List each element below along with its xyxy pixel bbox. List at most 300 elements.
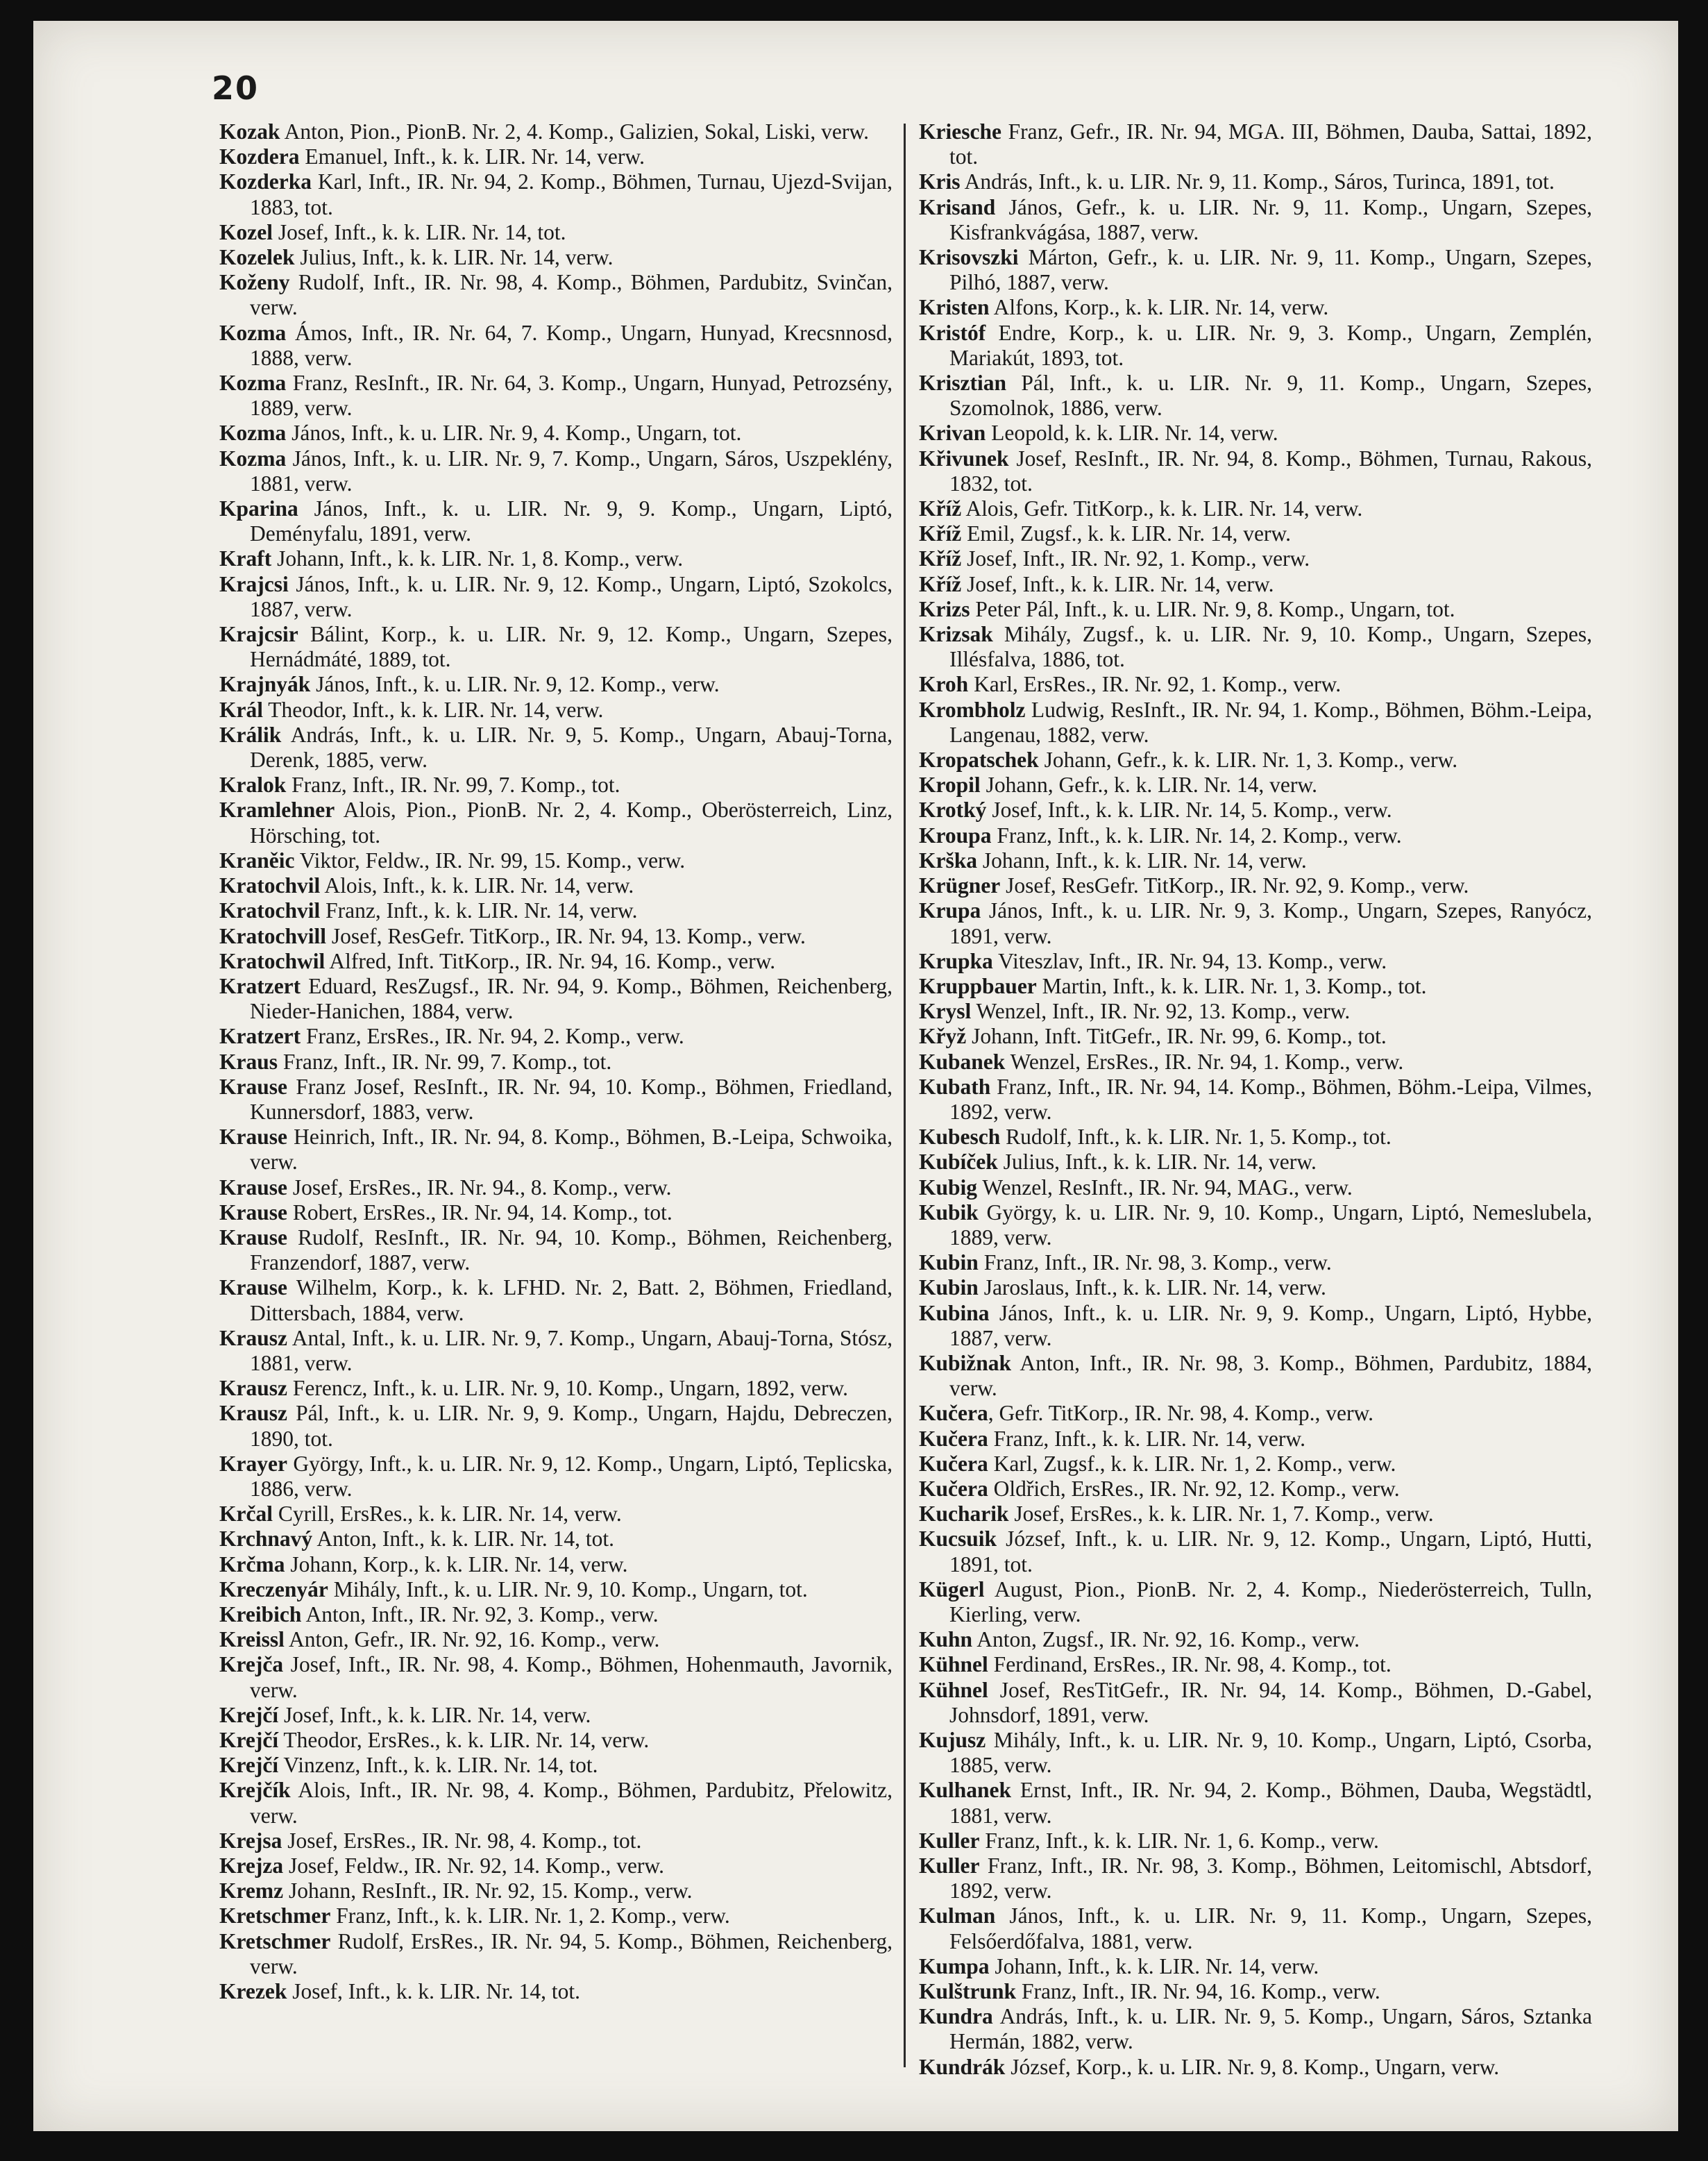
entry-details: Wenzel, ErsRes., IR. Nr. 94, 1. Komp., verw. [1005, 1049, 1404, 1074]
register-entry [919, 698, 1592, 748]
entry-surname: Kubik [919, 1200, 979, 1225]
entry-surname: Krause [219, 1275, 287, 1300]
register-entry [219, 898, 893, 923]
register-entry [919, 1401, 1592, 1426]
entry-details: Rudolf, Inft., IR. Nr. 98, 4. Komp., Böhmen, Pardubitz, Svinčan, verw. [250, 270, 893, 320]
register-entry [219, 1703, 893, 1728]
entry-surname: Kraft [219, 546, 272, 571]
entry-surname: Kratochvil [219, 898, 321, 923]
register-entry [919, 597, 1592, 622]
entry-details: Josef, Inft., IR. Nr. 92, 1. Komp., verw. [961, 546, 1310, 571]
register-entry [919, 1853, 1592, 1903]
entry-surname: Krysl [919, 999, 972, 1024]
register-entry [919, 371, 1592, 421]
entry-surname: Krejza [219, 1853, 284, 1878]
entry-surname: Kparina [219, 496, 298, 521]
entry-surname: Krause [219, 1225, 287, 1250]
entry-details: Franz, Inft., IR. Nr. 99, 7. Komp., tot. [286, 773, 620, 798]
entry-surname: Kristen [919, 295, 990, 320]
entry-details: Franz, Inft., k. k. LIR. Nr. 14, verw. [320, 898, 638, 923]
register-entry [919, 773, 1592, 798]
register-entry [919, 1150, 1592, 1175]
entry-surname: Kretschmer [219, 1903, 331, 1928]
entry-details: Anton, Inft., IR. Nr. 98, 3. Komp., Böhmen, Pardubitz, 1884, verw. [949, 1350, 1592, 1401]
entry-details: Martin, Inft., k. k. LIR. Nr. 1, 3. Komp., tot. [1036, 973, 1427, 998]
register-entry [919, 1828, 1592, 1853]
entry-surname: Koženy [219, 270, 290, 295]
entry-details: Anton, Gefr., IR. Nr. 92, 16. Komp., verw. [284, 1627, 660, 1652]
register-entry [919, 245, 1592, 295]
entry-details: Bálint, Korp., k. u. LIR. Nr. 9, 12. Komp., Ungarn, Szepes, Hernádmáté, 1889, tot. [250, 622, 893, 672]
entry-surname: Kozma [219, 371, 287, 396]
entry-details: Emil, Zugsf., k. k. LIR. Nr. 14, verw. [961, 521, 1291, 546]
register-entry [219, 1376, 893, 1401]
entry-surname: Krejčí [219, 1753, 279, 1778]
register-entry [919, 898, 1592, 948]
entry-details: János, Gefr., k. u. LIR. Nr. 9, 11. Komp., Ungarn, Szepes, Kisfrankvágása, 1887, verw. [949, 194, 1592, 244]
entry-surname: Kříž [919, 521, 962, 546]
entry-surname: Kulhanek [919, 1778, 1012, 1803]
entry-surname: Kramlehner [219, 798, 335, 823]
register-entry [219, 1627, 893, 1652]
register-entry [919, 572, 1592, 597]
entry-surname: Kuhn [919, 1627, 973, 1652]
entry-details: Johann, ResInft., IR. Nr. 92, 15. Komp., verw. [283, 1878, 693, 1903]
register-entry [919, 1903, 1592, 1953]
register-entry [919, 1200, 1592, 1250]
entry-surname: Kügerl [919, 1576, 985, 1601]
entry-surname: Kraus [219, 1049, 278, 1074]
register-entry [919, 1452, 1592, 1477]
register-entry [219, 446, 893, 496]
register-entry [219, 1753, 893, 1778]
entry-surname: Kratochvill [219, 923, 326, 948]
entry-details: Karl, ErsRes., IR. Nr. 92, 1. Komp., verw. [968, 672, 1342, 697]
entry-surname: Krisand [919, 194, 996, 219]
entry-surname: Kozel [219, 219, 273, 244]
register-entry [219, 1728, 893, 1753]
register-entry [919, 119, 1592, 169]
entry-surname: Kozma [219, 446, 287, 471]
register-entry [919, 521, 1592, 546]
entry-details: Josef, ResTitGefr., IR. Nr. 94, 14. Komp., Böhmen, D.-Gabel, Johnsdorf, 1891, verw. [949, 1677, 1592, 1727]
register-entry [919, 1477, 1592, 1502]
entry-surname: Kulman [919, 1903, 996, 1928]
entry-surname: Kozma [219, 320, 287, 345]
entry-surname: Kubanek [919, 1049, 1006, 1074]
entry-surname: Kubižnak [919, 1350, 1012, 1375]
register-entry [919, 1301, 1592, 1351]
register-entry [219, 1527, 893, 1552]
entry-surname: Kralok [219, 773, 287, 798]
register-entry [219, 1401, 893, 1451]
entry-details: Theodor, ErsRes., k. k. LIR. Nr. 14, verw. [278, 1728, 650, 1752]
entry-details: János, Inft., k. u. LIR. Nr. 9, 12. Komp., Ungarn, Liptó, Szokolcs, 1887, verw. [250, 571, 893, 621]
register-entry [219, 371, 893, 421]
entry-details: Josef, ResGefr. TitKorp., IR. Nr. 92, 9. Komp., verw. [1000, 873, 1469, 898]
register-entry [219, 1828, 893, 1853]
entry-details: Viktor, Feldw., IR. Nr. 99, 15. Komp., verw. [294, 848, 686, 873]
entry-surname: Kříž [919, 571, 962, 596]
register-entry [919, 798, 1592, 823]
register-entry [219, 622, 893, 672]
entry-details: János, Inft., k. u. LIR. Nr. 9, 4. Komp., Ungarn, tot. [286, 421, 742, 446]
entry-surname: Krejčík [219, 1778, 291, 1803]
entry-details: Josef, Inft., k. k. LIR. Nr. 14, 5. Komp., verw. [986, 798, 1392, 823]
entry-surname: Kropatschek [919, 748, 1039, 773]
entry-details: Johann, Inft., k. k. LIR. Nr. 14, verw. [977, 848, 1307, 873]
register-entry [919, 1954, 1592, 1979]
entry-details: Anton, Zugsf., IR. Nr. 92, 16. Komp., verw. [972, 1627, 1360, 1652]
register-entry [919, 1250, 1592, 1275]
entry-details: Vinzenz, Inft., k. k. LIR. Nr. 14, tot. [278, 1753, 598, 1778]
entry-surname: Kriesche [919, 119, 1001, 144]
entry-surname: Kubin [919, 1275, 979, 1300]
entry-details: Mihály, Inft., k. u. LIR. Nr. 9, 10. Komp., Ungarn, tot. [328, 1576, 808, 1601]
register-entry [219, 546, 893, 571]
entry-surname: Krivan [919, 421, 986, 446]
entry-details: Jaroslaus, Inft., k. k. LIR. Nr. 14, verw. [978, 1275, 1326, 1300]
register-entry [219, 1903, 893, 1928]
register-entry [219, 421, 893, 446]
entry-surname: Krupka [919, 948, 993, 973]
entry-details: Wilhelm, Korp., k. k. LFHD. Nr. 2, Batt. 2, Böhmen, Friedland, Dittersbach, 1884, verw. [250, 1275, 893, 1325]
register-entry [219, 1778, 893, 1828]
register-entry [919, 2055, 1592, 2080]
entry-surname: Kretschmer [219, 1928, 331, 1953]
register-entry [219, 572, 893, 622]
entry-details: György, Inft., k. u. LIR. Nr. 9, 12. Komp., Ungarn, Liptó, Teplicska, 1886, verw. [250, 1451, 893, 1501]
register-entry [919, 1427, 1592, 1452]
entry-surname: Král [219, 697, 263, 722]
left-column [219, 119, 893, 2004]
register-entry [919, 321, 1592, 371]
entry-surname: Krause [219, 1125, 287, 1150]
entry-surname: Krchnavý [219, 1527, 313, 1552]
register-entry [919, 622, 1592, 672]
entry-details: Franz, Inft., k. k. LIR. Nr. 14, 2. Komp., verw. [991, 823, 1402, 848]
entry-details: András, Inft., k. u. LIR. Nr. 9, 11. Komp., Sáros, Turinca, 1891, tot. [960, 169, 1555, 194]
entry-surname: Kříž [919, 496, 962, 521]
entry-details: József, Inft., k. u. LIR. Nr. 9, 12. Komp., Ungarn, Liptó, Hutti, 1891, tot. [949, 1527, 1592, 1576]
entry-surname: Kucharik [919, 1502, 1009, 1527]
entry-details: Franz, Inft., IR. Nr. 98, 3. Komp., Böhmen, Leitomischl, Abtsdorf, 1892, verw. [949, 1853, 1592, 1903]
register-entry [219, 1602, 893, 1627]
register-entry [219, 1050, 893, 1075]
register-entry [219, 144, 893, 169]
entry-details: Alois, Gefr. TitKorp., k. k. LIR. Nr. 14, verw. [961, 496, 1363, 521]
register-entry [219, 798, 893, 848]
register-entry [919, 1527, 1592, 1576]
register-entry [919, 1778, 1592, 1828]
entry-details: Franz, Inft., k. k. LIR. Nr. 1, 2. Komp., verw. [330, 1903, 730, 1928]
entry-surname: Kuller [919, 1828, 980, 1853]
entry-details: Josef, Inft., k. k. LIR. Nr. 14, verw. [961, 571, 1274, 596]
entry-details: Franz, Inft., IR. Nr. 99, 7. Komp., tot. [278, 1049, 612, 1074]
entry-details: Franz, ErsRes., IR. Nr. 94, 2. Komp., verw. [301, 1024, 684, 1049]
entry-details: József, Korp., k. u. LIR. Nr. 9, 8. Komp., Ungarn, verw. [1005, 2054, 1500, 2079]
entry-surname: Krause [219, 1175, 287, 1200]
entry-details: August, Pion., PionB. Nr. 2, 4. Komp., Niederösterreich, Tulln, Kierling, verw. [949, 1576, 1592, 1626]
entry-details: Franz Josef, ResInft., IR. Nr. 94, 10. Komp., Böhmen, Friedland, Kunnersdorf, 1883, verw. [250, 1074, 893, 1124]
entry-details: Johann, Inft., k. k. LIR. Nr. 1, 8. Komp., verw. [271, 546, 684, 571]
register-entry [219, 848, 893, 873]
entry-details: Josef, ErsRes., IR. Nr. 98, 4. Komp., tot. [282, 1828, 642, 1853]
register-entry [919, 1024, 1592, 1049]
entry-surname: Kristóf [919, 320, 986, 345]
entry-surname: Krajcsir [219, 622, 298, 647]
entry-surname: Krizs [919, 596, 970, 621]
register-entry [219, 873, 893, 898]
register-entry [919, 1627, 1592, 1652]
entry-details: Anton, Pion., PionB. Nr. 2, 4. Komp., Galizien, Sokal, Liski, verw. [280, 119, 869, 144]
entry-details: András, Inft., k. u. LIR. Nr. 9, 5. Komp., Ungarn, Sáros, Sztanka Hermán, 1882, verw. [949, 2004, 1592, 2054]
entry-details: János, Inft., k. u. LIR. Nr. 9, 9. Komp., Ungarn, Liptó, Deményfalu, 1891, verw. [250, 496, 893, 546]
register-entry [219, 1577, 893, 1602]
register-entry [219, 220, 893, 245]
entry-details: János, Inft., k. u. LIR. Nr. 9, 9. Komp., Ungarn, Liptó, Hybbe, 1887, verw. [949, 1300, 1592, 1350]
entry-details: Franz, Inft., k. k. LIR. Nr. 14, verw. [988, 1426, 1305, 1451]
entry-details: Eduard, ResZugsf., IR. Nr. 94, 9. Komp., Böhmen, Reichenberg, Nieder-Hanichen, 1884, verw. [250, 973, 893, 1024]
entry-details: Mihály, Inft., k. u. LIR. Nr. 9, 10. Komp., Ungarn, Liptó, Csorba, 1885, verw. [949, 1728, 1592, 1778]
entry-details: Márton, Gefr., k. u. LIR. Nr. 9, 11. Komp., Ungarn, Szepes, Pilhó, 1887, verw. [949, 245, 1592, 295]
entry-details: Rudolf, ResInft., IR. Nr. 94, 10. Komp., Böhmen, Reichenberg, Franzendorf, 1887, verw. [250, 1225, 893, 1275]
entry-surname: Kratzert [219, 1024, 301, 1049]
entry-details: Alois, Inft., IR. Nr. 98, 4. Komp., Böhmen, Pardubitz, Přelowitz, verw. [250, 1778, 893, 1828]
entry-details: Johann, Inft. TitGefr., IR. Nr. 99, 6. Komp., tot. [966, 1024, 1387, 1049]
entry-surname: Krisovszki [919, 245, 1019, 270]
entry-details: Josef, Inft., k. k. LIR. Nr. 14, tot. [272, 219, 566, 244]
entry-surname: Kujusz [919, 1728, 986, 1752]
entry-surname: Kubesch [919, 1125, 1001, 1150]
entry-surname: Krausz [219, 1325, 287, 1350]
entry-surname: Kozma [219, 421, 287, 446]
register-entry [919, 949, 1592, 974]
entry-surname: Krejčí [219, 1702, 279, 1727]
entry-details: Johann, Gefr., k. k. LIR. Nr. 14, verw. [980, 773, 1317, 798]
entry-details: Franz, ResInft., IR. Nr. 64, 3. Komp., Ungarn, Hunyad, Petrozsény, 1889, verw. [250, 371, 893, 421]
register-entry [919, 1979, 1592, 2004]
entry-details: Rudolf, ErsRes., IR. Nr. 94, 5. Komp., Böhmen, Reichenberg, verw. [250, 1928, 893, 1978]
register-entry [219, 1878, 893, 1903]
entry-surname: Krajcsi [219, 571, 289, 596]
register-entry [919, 1577, 1592, 1627]
entry-details: Ernst, Inft., IR. Nr. 94, 2. Komp., Böhmen, Dauba, Wegstädtl, 1881, verw. [949, 1778, 1592, 1828]
entry-surname: Kubath [919, 1074, 991, 1099]
register-entry [219, 270, 893, 320]
entry-surname: Krejsa [219, 1828, 282, 1853]
entry-surname: Kroh [919, 672, 969, 697]
entry-surname: Krajnyák [219, 672, 311, 697]
entry-details: Alfred, Inft. TitKorp., IR. Nr. 94, 16. Komp., verw. [325, 948, 776, 973]
register-entry [919, 295, 1592, 320]
entry-details: Franz, Inft., IR. Nr. 98, 3. Komp., verw. [978, 1250, 1332, 1275]
entry-surname: Kulštrunk [919, 1979, 1017, 2004]
entry-surname: Kozelek [219, 245, 295, 270]
entry-details: Josef, ResGefr. TitKorp., IR. Nr. 94, 13. Komp., verw. [325, 923, 806, 948]
entry-surname: Kuller [919, 1853, 980, 1878]
register-entry [219, 773, 893, 798]
register-entry [219, 974, 893, 1024]
entry-surname: Kříž [919, 546, 962, 571]
register-entry [219, 1502, 893, 1527]
entry-details: Karl, Zugsf., k. k. LIR. Nr. 1, 2. Komp., verw. [988, 1451, 1396, 1476]
register-entry [919, 1652, 1592, 1677]
entry-surname: Krupa [919, 898, 981, 923]
register-entry [219, 1175, 893, 1200]
entry-details: , Gefr. TitKorp., IR. Nr. 98, 4. Komp., verw. [988, 1401, 1374, 1426]
entry-surname: Kozderka [219, 169, 312, 194]
register-entry [219, 672, 893, 697]
entry-details: Endre, Korp., k. u. LIR. Nr. 9, 3. Komp., Ungarn, Zemplén, Mariakút, 1893, tot. [949, 320, 1592, 370]
register-entry [919, 195, 1592, 245]
entry-details: Viteszlav, Inft., IR. Nr. 94, 13. Komp., verw. [992, 948, 1387, 973]
entry-details: János, Inft., k. u. LIR. Nr. 9, 3. Komp., Ungarn, Szepes, Ranyócz, 1891, verw. [949, 898, 1592, 948]
entry-surname: Kruppbauer [919, 973, 1037, 998]
entry-details: Ferdinand, ErsRes., IR. Nr. 98, 4. Komp., tot. [988, 1652, 1392, 1677]
register-entry [219, 1225, 893, 1275]
entry-details: Franz, Inft., k. k. LIR. Nr. 1, 6. Komp., verw. [979, 1828, 1379, 1853]
entry-details: János, Inft., k. u. LIR. Nr. 9, 7. Komp., Ungarn, Sáros, Uszpeklény, 1881, verw. [250, 446, 893, 496]
entry-details: Cyrill, ErsRes., k. k. LIR. Nr. 14, verw. [272, 1502, 622, 1527]
register-entry [219, 169, 893, 219]
entry-details: Johann, Gefr., k. k. LIR. Nr. 1, 3. Komp., verw. [1038, 748, 1458, 773]
entry-surname: Krause [219, 1074, 287, 1099]
entry-surname: Kreibich [219, 1601, 302, 1626]
register-entry [219, 1452, 893, 1502]
register-entry [919, 823, 1592, 848]
register-entry [219, 698, 893, 723]
entry-surname: Kratochvil [219, 873, 321, 898]
register-entry [919, 873, 1592, 898]
entry-details: Wenzel, Inft., IR. Nr. 92, 13. Komp., verw. [971, 999, 1351, 1024]
entry-details: György, k. u. LIR. Nr. 9, 10. Komp., Ungarn, Liptó, Nemeslubela, 1889, verw. [949, 1200, 1592, 1250]
entry-surname: Krezek [219, 1979, 287, 2004]
entry-details: Anton, Inft., k. k. LIR. Nr. 14, tot. [312, 1527, 615, 1552]
register-entry [919, 848, 1592, 873]
entry-surname: Krčma [219, 1552, 285, 1576]
entry-surname: Krotký [919, 798, 987, 823]
register-entry [219, 119, 893, 144]
register-entry [219, 1200, 893, 1225]
entry-surname: Kubig [919, 1175, 978, 1200]
entry-details: András, Inft., k. u. LIR. Nr. 9, 5. Komp., Ungarn, Abauj-Torna, Derenk, 1885, verw. [250, 722, 893, 773]
entry-surname: Kozak [219, 119, 280, 144]
entry-details: Pál, Inft., k. u. LIR. Nr. 9, 11. Komp., Ungarn, Szepes, Szomolnok, 1886, verw. [949, 371, 1592, 421]
entry-surname: Kučera [919, 1451, 988, 1476]
entry-surname: Kundrák [919, 2054, 1006, 2079]
register-entry [219, 924, 893, 949]
register-entry [219, 1979, 893, 2004]
entry-details: Franz, Inft., IR. Nr. 94, 16. Komp., verw. [1016, 1979, 1380, 2004]
register-entry [219, 1024, 893, 1049]
register-entry [919, 748, 1592, 773]
entry-details: Peter Pál, Inft., k. u. LIR. Nr. 9, 8. Komp., Ungarn, tot. [970, 596, 1455, 621]
entry-details: Johann, Inft., k. k. LIR. Nr. 14, verw. [989, 1953, 1319, 1978]
entry-surname: Krausz [219, 1401, 287, 1426]
entry-details: Emanuel, Inft., k. k. LIR. Nr. 14, verw. [299, 144, 645, 169]
entry-details: Josef, Inft., k. k. LIR. Nr. 14, verw. [278, 1702, 591, 1727]
entry-surname: Kreczenyár [219, 1576, 328, 1601]
entry-surname: Krizsak [919, 622, 993, 647]
entry-surname: Kumpa [919, 1953, 990, 1978]
entry-details: Josef, Inft., k. k. LIR. Nr. 14, tot. [287, 1979, 580, 2004]
entry-surname: Krombholz [919, 697, 1026, 722]
register-entry [919, 1678, 1592, 1728]
register-entry [919, 1050, 1592, 1075]
entry-surname: Křivunek [919, 446, 1009, 471]
entry-details: Antal, Inft., k. u. LIR. Nr. 9, 7. Komp., Ungarn, Abauj-Torna, Stósz, 1881, verw. [250, 1325, 893, 1375]
register-entry [219, 1275, 893, 1325]
register-entry [219, 1552, 893, 1577]
register-entry [219, 245, 893, 270]
entry-surname: Kučera [919, 1401, 988, 1426]
entry-surname: Krisztian [919, 371, 1006, 396]
entry-surname: Kundra [919, 2004, 993, 2029]
entry-details: Alois, Inft., k. k. LIR. Nr. 14, verw. [320, 873, 634, 898]
register-entry [919, 1351, 1592, 1401]
entry-details: Josef, ErsRes., k. k. LIR. Nr. 1, 7. Komp., verw. [1008, 1502, 1434, 1527]
entry-details: Alfons, Korp., k. k. LIR. Nr. 14, verw. [989, 295, 1329, 320]
entry-surname: Kučera [919, 1426, 988, 1451]
register-entry [919, 2004, 1592, 2054]
entry-details: Anton, Inft., IR. Nr. 92, 3. Komp., verw. [301, 1601, 659, 1626]
entry-surname: Krejča [219, 1652, 284, 1677]
entry-surname: Kratzert [219, 973, 301, 998]
entry-details: János, Inft., k. u. LIR. Nr. 9, 11. Komp., Ungarn, Szepes, Felsőerdőfalva, 1881, verw. [949, 1903, 1592, 1953]
entry-surname: Krčal [219, 1502, 273, 1527]
entry-surname: Krška [919, 848, 978, 873]
entry-surname: Kubíček [919, 1150, 998, 1175]
page-number: 20 [212, 69, 260, 107]
entry-details: Johann, Korp., k. k. LIR. Nr. 14, verw. [285, 1552, 628, 1576]
entry-surname: Kučera [919, 1476, 988, 1501]
entry-surname: Krügner [919, 873, 1001, 898]
register-entry [219, 321, 893, 371]
column-divider [904, 124, 906, 2067]
entry-details: Robert, ErsRes., IR. Nr. 94, 14. Komp., tot. [287, 1200, 673, 1225]
register-entry [919, 1175, 1592, 1200]
entry-surname: Kubin [919, 1250, 979, 1275]
register-entry [219, 1125, 893, 1175]
register-entry [919, 999, 1592, 1024]
register-entry [219, 723, 893, 773]
entry-surname: Kozdera [219, 144, 300, 169]
entry-details: Pál, Inft., k. u. LIR. Nr. 9, 9. Komp., Ungarn, Hajdu, Debreczen, 1890, tot. [250, 1401, 893, 1451]
entry-details: Oldřich, ErsRes., IR. Nr. 92, 12. Komp., verw. [988, 1476, 1400, 1501]
entry-details: Rudolf, Inft., k. k. LIR. Nr. 1, 5. Komp., tot. [1000, 1125, 1392, 1150]
register-entry [919, 1502, 1592, 1527]
register-entry [919, 169, 1592, 194]
register-entry [219, 496, 893, 546]
entry-surname: Kris [919, 169, 961, 194]
entry-details: Leopold, k. k. LIR. Nr. 14, verw. [986, 421, 1278, 446]
register-entry [919, 672, 1592, 697]
entry-surname: Králik [219, 722, 282, 747]
register-entry [919, 421, 1592, 446]
entry-details: Ludwig, ResInft., IR. Nr. 94, 1. Komp., Böhmen, Böhm.-Leipa, Langenau, 1882, verw. [949, 697, 1592, 747]
entry-surname: Kühnel [919, 1652, 988, 1677]
entry-details: Julius, Inft., k. k. LIR. Nr. 14, verw. [294, 245, 614, 270]
entry-details: Franz, Inft., IR. Nr. 94, 14. Komp., Böhmen, Böhm.-Leipa, Vilmes, 1892, verw. [949, 1074, 1592, 1124]
entry-surname: Kraněic [219, 848, 295, 873]
entry-details: János, Inft., k. u. LIR. Nr. 9, 12. Komp., verw. [310, 672, 720, 697]
register-entry [919, 1125, 1592, 1150]
entry-details: Josef, ResInft., IR. Nr. 94, 8. Komp., Böhmen, Turnau, Rakous, 1832, tot. [949, 446, 1592, 496]
entry-details: Wenzel, ResInft., IR. Nr. 94, MAG., verw. [977, 1175, 1353, 1200]
register-entry [919, 446, 1592, 496]
register-entry [219, 1929, 893, 1979]
